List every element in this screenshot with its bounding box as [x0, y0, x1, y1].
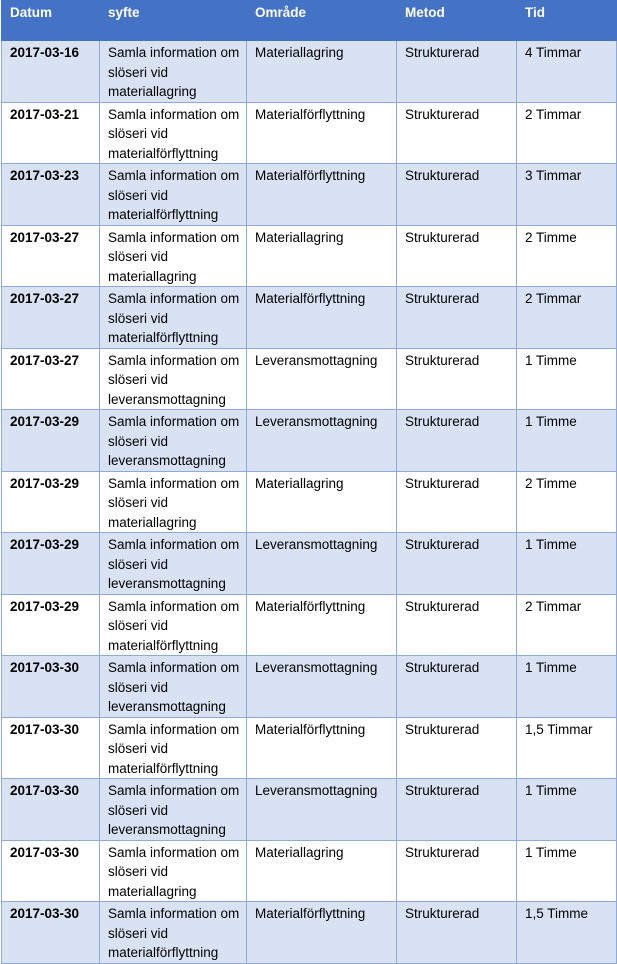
date-cell: 2017-03-30 [2, 717, 100, 779]
table-header [2, 1, 617, 41]
method-cell: Strukturerad [397, 840, 517, 902]
table-row [2, 41, 617, 103]
area-cell: Materialförflyttning [247, 164, 397, 226]
area-cell: Materiallagring [247, 840, 397, 902]
date-cell: 2017-03-30 [2, 902, 100, 964]
purpose-cell: Samla information om slöseri vid materiallagring [100, 471, 247, 533]
time-cell: 1,5 Timme [517, 902, 617, 964]
header-row [2, 1, 617, 41]
area-cell: Leveransmottagning [247, 533, 397, 595]
area-cell: Materialförflyttning [247, 594, 397, 656]
time-cell: 3 Timmar [517, 164, 617, 226]
date-cell: 2017-03-29 [2, 533, 100, 595]
method-cell: Strukturerad [397, 717, 517, 779]
area-cell: Materialförflyttning [247, 102, 397, 164]
method-cell: Strukturerad [397, 348, 517, 410]
purpose-cell: Samla information om slöseri vid materialförflyttning [100, 102, 247, 164]
method-cell: Strukturerad [397, 779, 517, 841]
time-cell: 2 Timme [517, 471, 617, 533]
area-cell: Materialförflyttning [247, 287, 397, 349]
area-cell: Materialförflyttning [247, 717, 397, 779]
area-cell: Materiallagring [247, 225, 397, 287]
time-cell: 1 Timme [517, 348, 617, 410]
date-cell: 2017-03-29 [2, 594, 100, 656]
area-cell: Leveransmottagning [247, 348, 397, 410]
method-cell: Strukturerad [397, 287, 517, 349]
table-row [2, 287, 617, 349]
area-cell: Leveransmottagning [247, 656, 397, 718]
time-cell: 2 Timmar [517, 102, 617, 164]
area-cell: Leveransmottagning [247, 779, 397, 841]
column-header-omrade: Område [247, 1, 397, 41]
table-row [2, 102, 617, 164]
time-cell: 1 Timme [517, 533, 617, 595]
date-cell: 2017-03-27 [2, 225, 100, 287]
column-header-tid: Tid [517, 1, 617, 41]
date-cell: 2017-03-30 [2, 779, 100, 841]
time-cell: 1 Timme [517, 840, 617, 902]
table-row [2, 779, 617, 841]
purpose-cell: Samla information om slöseri vid leveransmottagning [100, 533, 247, 595]
table-row [2, 840, 617, 902]
table-row [2, 348, 617, 410]
column-header-datum: Datum [2, 1, 100, 41]
date-cell: 2017-03-27 [2, 287, 100, 349]
table-row [2, 717, 617, 779]
method-cell: Strukturerad [397, 656, 517, 718]
time-cell: 1 Timme [517, 779, 617, 841]
table-row [2, 471, 617, 533]
purpose-cell: Samla information om slöseri vid materiallagring [100, 41, 247, 103]
table-body [2, 41, 617, 964]
method-cell: Strukturerad [397, 102, 517, 164]
purpose-cell: Samla information om slöseri vid leveransmottagning [100, 656, 247, 718]
purpose-cell: Samla information om slöseri vid materiallagring [100, 225, 247, 287]
table-row [2, 656, 617, 718]
column-header-syfte: syfte [100, 1, 247, 41]
method-cell: Strukturerad [397, 902, 517, 964]
area-cell: Materiallagring [247, 41, 397, 103]
area-cell: Materiallagring [247, 471, 397, 533]
purpose-cell: Samla information om slöseri vid materialförflyttning [100, 594, 247, 656]
purpose-cell: Samla information om slöseri vid leveransmottagning [100, 410, 247, 472]
method-cell: Strukturerad [397, 471, 517, 533]
date-cell: 2017-03-27 [2, 348, 100, 410]
date-cell: 2017-03-21 [2, 102, 100, 164]
method-cell: Strukturerad [397, 533, 517, 595]
table-row [2, 533, 617, 595]
date-cell: 2017-03-30 [2, 840, 100, 902]
date-cell: 2017-03-29 [2, 471, 100, 533]
purpose-cell: Samla information om slöseri vid leveransmottagning [100, 779, 247, 841]
purpose-cell: Samla information om slöseri vid materialförflyttning [100, 287, 247, 349]
time-cell: 4 Timmar [517, 41, 617, 103]
method-cell: Strukturerad [397, 594, 517, 656]
method-cell: Strukturerad [397, 164, 517, 226]
time-cell: 1 Timme [517, 410, 617, 472]
purpose-cell: Samla information om slöseri vid materialförflyttning [100, 902, 247, 964]
date-cell: 2017-03-16 [2, 41, 100, 103]
date-cell: 2017-03-29 [2, 410, 100, 472]
time-cell: 1,5 Timmar [517, 717, 617, 779]
column-header-metod: Metod [397, 1, 517, 41]
method-cell: Strukturerad [397, 410, 517, 472]
table-row [2, 594, 617, 656]
time-cell: 2 Timme [517, 225, 617, 287]
schedule-table [1, 0, 617, 964]
date-cell: 2017-03-23 [2, 164, 100, 226]
method-cell: Strukturerad [397, 225, 517, 287]
method-cell: Strukturerad [397, 41, 517, 103]
purpose-cell: Samla information om slöseri vid materialförflyttning [100, 164, 247, 226]
purpose-cell: Samla information om slöseri vid materialförflyttning [100, 717, 247, 779]
table-row [2, 410, 617, 472]
purpose-cell: Samla information om slöseri vid materiallagring [100, 840, 247, 902]
table-row [2, 902, 617, 964]
time-cell: 2 Timmar [517, 594, 617, 656]
table-row [2, 164, 617, 226]
purpose-cell: Samla information om slöseri vid leveransmottagning [100, 348, 247, 410]
table-row [2, 225, 617, 287]
area-cell: Leveransmottagning [247, 410, 397, 472]
time-cell: 1 Timme [517, 656, 617, 718]
time-cell: 2 Timmar [517, 287, 617, 349]
area-cell: Materialförflyttning [247, 902, 397, 964]
date-cell: 2017-03-30 [2, 656, 100, 718]
